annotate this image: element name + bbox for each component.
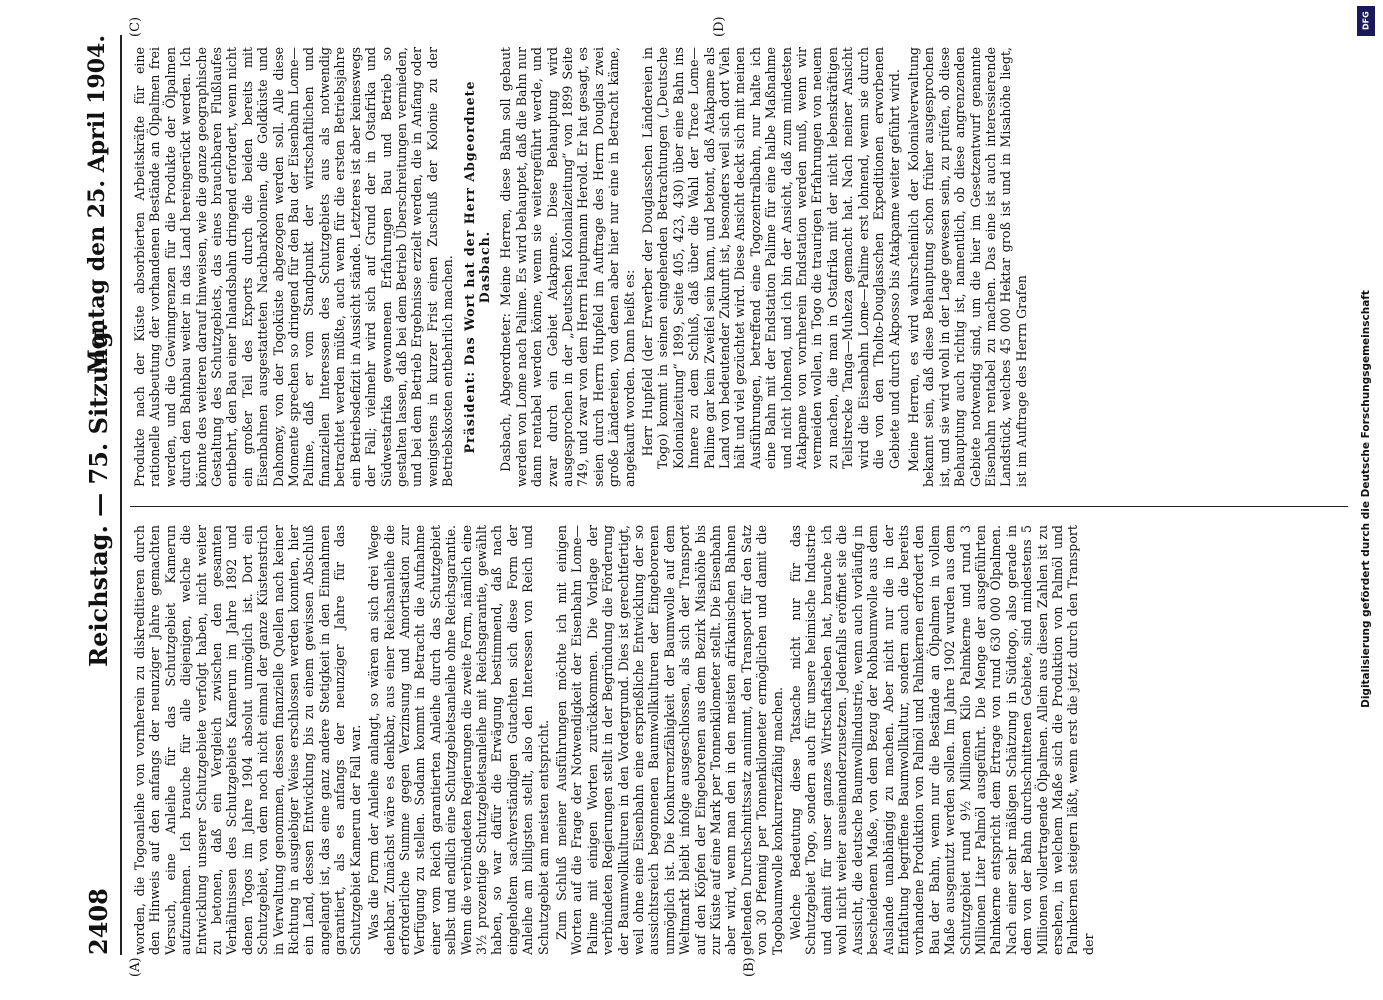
quote-paragraph: Herr Hupfeld (der Erwerber der Douglasschen Ländereien in Togo) kommt in seinen eingehenden Betrachtungen („Deutsche Kolonialzeitung“ 1899, Seite 405, 423, 430) über eine Bahn ins Innere zu dem Schluß, daß über die Wahl der Trace Lome—Palime gar kein Zweifel sein kann, und betont, daß Atakpame als Land von bedeutender Zukunft ist, besonders weil sich dort Vieh hält und viel gezüchtet wird. Diese Ansicht deckt sich mit meinen Ausführungen, betreffend eine Togozentralbahn, nur halte ich eine Bahn mit der Endstation Palime für eine halbe Maßnahme und nicht lohnend, und ich bin der Ansicht, daß zum mindesten Atakpame von vornherein Endstation werden muß, wenn wir vermeiden wollen, in Togo die traurigen Erfahrungen von neuem zu machen, die man in Ostafrika mit der nicht lebenskräftigen Teilstrecke Tanga—Muheza gemacht hat. Nach meiner Ansicht wird die Eisenbahn Lome—Palime erst lohnend, wenn sie durch die von den Tholto-Douglasschen Expeditionen erworbenen Gebiete und durch Akposso bis Atakpame weiter geführt wird. — [640, 47, 902, 469]
paragraph: Dasbach, Abgeordneter: Meine Herren, diese Bahn soll gebaut werden von Lome nach Palime. Es wird behauptet, daß die Bahn nur dann rentabel werden könne, wenn sie weitergeführt werde, und zwar durch ein Gebiet Atakpame. Diese Behauptung wird ausgesprochen in der „Deutschen Kolonialzeitung“ von 1899 Seite 749, und zwar von dem Herrn Hauptmann Herold. Er hat gesagt, es seien durch Herrn Hupfeld im Auftrage des Herrn Douglas zwei große Ländereien, von denen aber hier nur eine in Betracht käme, angekauft worden. Dann heißt es: — [498, 47, 637, 487]
digitization-credit — [1353, 0, 1379, 1000]
page-number: 2408 — [84, 888, 113, 955]
president-speaker-line: Präsident: Das Wort hat der Herr Abgeordnete Dasbach. — [461, 80, 492, 454]
paragraph: worden, die Togoanleihe von vornherein zu diskreditieren durch den Hinweis auf den anfangs der neunziger Jahre gemachten Versuch, eine Anleihe für das Schutzgebiet Kamerun aufzunehmen. Ich brauche für alle diejenigen, welche die Entwicklung unserer Schutzgebiete verfolgt haben, nicht weiter zu betonen, daß ein Vergleich zwischen den gesamten Verhältnissen des Schutzgebiets Kamerun im Jahre 1892 und denen Togos im Jahre 1904 absolut unmöglich ist. Dort ein Schutzgebiet, von dem noch nicht einmal der ganze Küstenstrich in Verwaltung genommen, dessen finanzielle Quellen nach keiner Richtung in ausgiebiger Weise erschlossen werden konnten, hier ein Land, dessen Entwicklung bis zu einem gewissen Abschluß angelangt ist, das eine ganz andere Stetigkeit in den Einnahmen garantiert, als es anfangs der neunziger Jahre für das Schutzgebiet Kamerun der Fall war. — [132, 525, 363, 955]
margin-mark-a: (A) — [128, 957, 143, 977]
session-date: Montag den 25. April 1904. — [84, 35, 110, 374]
margin-mark-b: (B) — [742, 957, 757, 977]
paragraph: Zum Schluß meiner Ausführungen möchte ich mit einigen Worten auf die Frage der Notwendigkeit der Eisenbahn Lome—Palime mit einigen Worten zurückkommen. Die Vorlage der verbündeten Regierungen stellt in der Begründung die Förderung der Baumwollkulturen in den Vordergrund. Dies ist gerechtfertigt, weil ohne eine Eisenbahn eine ersprießliche Entwicklung der so aussichtsreich begonnenen Baumwollkulturen der Eingeborenen unmöglich ist. Die Konkurrenzfähigkeit der Baumwolle auf dem Weltmarkt bleibt infolge ausgeschlossen, als sich der Transport auf den Köpfen der Eingeborenen aus dem Bezirk Misahöhe bis zur Küste auf eine Mark per Tonnenkilometer stellt. Die Eisenbahn aber wird, wenn man den in den meisten afrikanischen Bahnen geltenden Durchschnittssatz annimmt, den Transport für den Satz von 30 Pfennig per Tonnenkilometer ermöglichen und damit die Togobaumwolle konkurrenzfähig machen. — [553, 525, 785, 955]
session-title: Reichstag. — 75. Sitzung. — [84, 323, 113, 667]
page-header — [80, 35, 122, 955]
paragraph: Produkte nach der Küste absorbierten Arbeitskräfte für eine rationelle Ausbeutung der vorhandenen Bestände an Ölpalmen frei werden, und die Gewinngrenzen für die Produkte der Ölpalmen durch den Bahnbau weiter in das Land hereingerückt werden. Ich könnte des weiteren darauf hinweisen, wie die ganze geographische Gestaltung des Schutzgebiets, das eines brauchbaren Flußlaufes entbehrt, den Bau einer Inlandsbahn dringend erfordert, wenn nicht ein großer Teil des Exports durch die beiden bereits mit Eisenbahnen ausgestatteten Nachbarkolonien, die Goldküste und Dahomey, von der Togoküste abgezogen werden soll. Alle diese Momente sprechen so dringend für den Bau der Eisenbahn Lome—Palime, daß er vom Standpunkt der wirtschaftlichen und finanziellen Interessen des Schutzgebiets aus als notwendig betrachtet werden müßte, auch wenn für die ersten Betriebsjahre ein Betriebsdefizit in Aussicht stände. Letzteres ist aber keineswegs der Fall; vielmehr wird sich auf Grund der in Ostafrika und Südwestafrika gewonnenen Erfahrungen Bau und Betrieb so gestalten lassen, daß bei dem Betrieb Überschreitungen vermieden, und bei dem Betrieb Ergebnisse erzielt werden, die in Anfang oder wenigstens in kurzer Frist einen Zuschuß der Kolonie zu der Betriebskosten entbehrlich machen. — [132, 47, 456, 487]
right-column — [132, 47, 1342, 487]
paragraph: Meine Herren, es wird wahrscheinlich der Kolonialverwaltung bekannt sein, daß diese Behauptung schon früher ausgesprochen ist, und sie wird wohl in der Lage gewesen sein, zu prüfen, ob diese Behauptung auch richtig ist, namentlich, ob diese angrenzenden Gebiete notwendig sind, um die hier im Gesetzentwurf genannte Eisenbahn rentabel zu machen. Das eine ist auch interessierende Landstück, welches 45 000 Hektar groß ist und in Misahöhe liegt, ist im Auftrage des Herrn Grafen — [905, 47, 1029, 487]
column-divider — [130, 506, 1348, 507]
block-quote — [640, 47, 902, 487]
dfg-logo: DFG — [1357, 6, 1375, 36]
paragraph: Welche Bedeutung diese Tatsache nicht nur für das Schutzgebiet Togo, sondern auch für unsere heimische Industrie und damit für unser ganzes Wirtschaftsleben hat, brauche ich wohl nicht weiter auseinanderzusetzen. Jedenfalls eröffnet sie die Aussicht, die deutsche Baumwollindustrie, wenn auch vorläufig in bescheidenem Maße, von dem Bezug der Rohbaumwolle aus dem Auslande unabhängig zu machen. Aber nicht nur die in der Entfaltung begriffene Baumwollkultur, sondern auch die bereits vorhandene Produktion von Palmöl und Palmkernen erfordert den Bau der Bahn, wenn nur die Bestände an Ölpalmen in vollem Maße ausgenutzt werden sollen. Im Jahre 1902 wurden aus dem Schutzgebiet rund 9½ Millionen Kilo Palmkerne und rund 3 Millionen Liter Palmöl ausgeführt. Die Menge der ausgeführten Palmkerne entspricht dem Ertrage von rund 630 000 Ölpalmen. Nach einer sehr mäßigen Schätzung in Südtogo, also gerade in dem von der Bahn durchschnittenen Gebiete, sind mindestens 5 Millionen vollertragende Ölpalmen. Allein aus diesen Zahlen ist zu ersehen, in welchem Maße sich die Produktion von Palmöl und Palmkernen steigern läßt, wenn erst die jetzt durch den Transport der — [788, 525, 1096, 955]
left-column — [132, 525, 1342, 955]
credit-text: Digitalisierung gefördert durch die Deutsche Forschungsgemeinschaft — [1360, 290, 1372, 708]
margin-mark-c: (C) — [128, 16, 143, 37]
margin-mark-d: (D) — [712, 16, 727, 37]
paragraph: Was die Form der Anleihe anlangt, so wären an sich drei Wege denkbar. Zunächst wäre es denkbar, aus einer Reichsanleihe die erforderliche Summe gegen Verzinsung und Amortisation zur Verfügung zu stellen. Sodann kommt in Betracht die Aufnahme einer vom Reich garantierten Anleihe durch das Schutzgebiet selbst und endlich eine Schutzgebietsanleihe ohne Reichsgarantie. Wenn die verbündeten Regierungen die zweite Form, nämlich eine 3½ prozentige Schutzgebietsanleihe mit Reichsgarantie, gewählt haben, so war dafür die Erwägung bestimmend, daß nach eingeholtem sachverständigen Gutachten sich diese Form der Anleihe am billigsten stellt, also den Interessen von Reich und Schutzgebiet am meisten entspricht. — [366, 525, 551, 955]
document-page — [72, 15, 1372, 975]
